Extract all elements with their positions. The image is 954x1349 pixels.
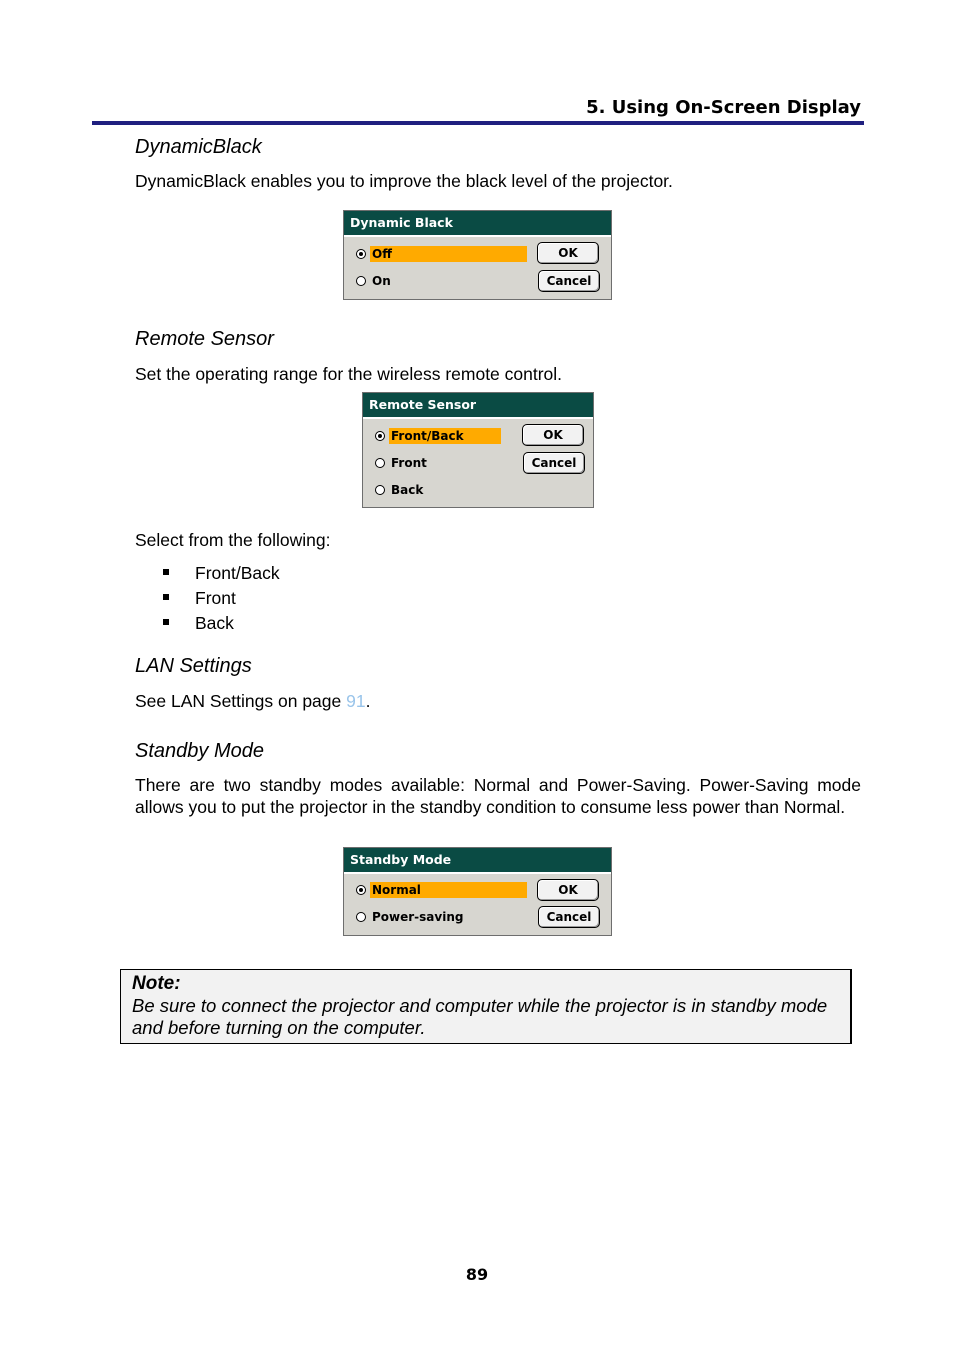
lan-settings-reference (135, 691, 370, 712)
standby-mode-heading: Standby Mode (135, 740, 264, 762)
option-label: Power-saving (372, 910, 464, 924)
option-power-saving[interactable] (356, 909, 463, 925)
option-label: Off (370, 246, 527, 262)
list-item-text: Front (195, 588, 236, 608)
radio-unselected-icon[interactable] (356, 912, 366, 922)
radio-unselected-icon[interactable] (375, 485, 385, 495)
dialog-title: Standby Mode (344, 848, 611, 872)
option-on[interactable] (356, 273, 391, 289)
page-link[interactable]: 91 (346, 691, 366, 711)
remote-sensor-dialog (362, 392, 594, 508)
radio-selected-icon[interactable] (356, 885, 366, 895)
lan-settings-period: . (365, 691, 371, 711)
page-number: 89 (465, 1265, 489, 1284)
option-front[interactable] (375, 455, 427, 471)
option-label: Front (391, 456, 427, 470)
remote-sensor-heading: Remote Sensor (135, 328, 274, 350)
note-box (120, 969, 852, 1044)
square-bullet-icon (163, 569, 169, 575)
dialog-title: Remote Sensor (363, 393, 593, 417)
ok-button[interactable]: OK (522, 424, 584, 446)
radio-unselected-icon[interactable] (375, 458, 385, 468)
ok-button[interactable]: OK (537, 242, 599, 264)
square-bullet-icon (163, 619, 169, 625)
header-rule (92, 121, 864, 125)
option-label: Normal (370, 882, 527, 898)
dynamic-black-dialog (343, 210, 612, 300)
lan-settings-text: See LAN Settings on page (135, 691, 347, 711)
standby-mode-dialog (343, 847, 612, 936)
cancel-button[interactable]: Cancel (538, 906, 600, 928)
cancel-button[interactable]: Cancel (523, 452, 585, 474)
option-off[interactable] (356, 246, 527, 262)
note-text: Be sure to connect the projector and computer while the projector is in standby mode and before turning on the computer. (132, 995, 828, 1038)
note-title: Note: (132, 973, 181, 994)
radio-unselected-icon[interactable] (356, 276, 366, 286)
list-item-text: Front/Back (195, 563, 280, 583)
option-label: Front/Back (389, 428, 501, 444)
dialog-title-rule (363, 417, 593, 419)
lan-settings-heading: LAN Settings (135, 655, 252, 677)
dynamic-black-heading: DynamicBlack (135, 136, 262, 158)
square-bullet-icon (163, 594, 169, 600)
ok-button[interactable]: OK (537, 879, 599, 901)
dialog-title: Dynamic Black (344, 211, 611, 235)
option-label: Back (391, 483, 424, 497)
option-back[interactable] (375, 482, 423, 498)
remote-sensor-description: Set the operating range for the wireless remote control. (135, 364, 563, 384)
radio-selected-icon[interactable] (356, 249, 366, 259)
select-intro: Select from the following: (135, 530, 331, 550)
dialog-title-rule (344, 872, 611, 874)
standby-mode-description: There are two standby modes available: Normal and Power-Saving. Power-Saving mode allows you to put the projector in the standby condition to consume less power than Normal. (135, 775, 861, 817)
radio-selected-icon[interactable] (375, 431, 385, 441)
list-item-text: Back (195, 613, 234, 633)
chapter-title: 5. Using On-Screen Display (586, 97, 861, 118)
option-label: On (372, 274, 391, 288)
option-front-back[interactable] (375, 428, 501, 444)
dynamic-black-description: DynamicBlack enables you to improve the black level of the projector. (135, 171, 673, 191)
cancel-button[interactable]: Cancel (538, 270, 600, 292)
option-normal[interactable] (356, 882, 527, 898)
dialog-title-rule (344, 235, 611, 237)
